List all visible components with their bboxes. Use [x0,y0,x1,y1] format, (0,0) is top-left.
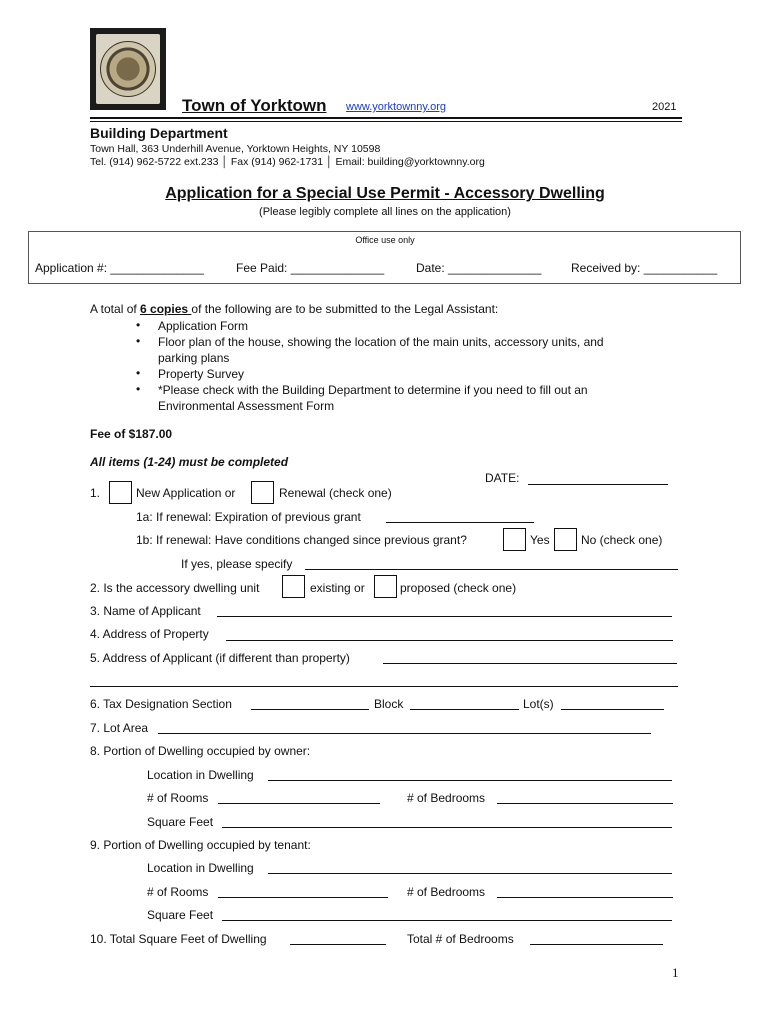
header-rule-thick [90,117,682,119]
town-seal-logo [90,28,166,110]
office-use-label: Office use only [355,235,415,245]
fee-amount: Fee of $187.00 [90,427,173,441]
block-label: Block [374,697,404,711]
item-4-label: 4. Address of Property [90,627,209,641]
header-rule-thin [90,121,682,122]
owner-location-label: Location in Dwelling [147,768,254,782]
lot-area-line[interactable] [158,733,651,734]
list-item-continued: parking plans [158,351,230,365]
existing-checkbox[interactable] [282,575,305,598]
item-7-label: 7. Lot Area [90,721,149,735]
applicant-address-line[interactable] [383,663,677,664]
tenant-location-label: Location in Dwelling [147,861,254,875]
new-application-checkbox[interactable] [109,481,132,504]
owner-rooms-line[interactable] [218,803,380,804]
item-5-label: 5. Address of Applicant (if different than property) [90,651,350,665]
item-1a-label: 1a: If renewal: Expiration of previous grant [136,510,361,524]
item-9-label: 9. Portion of Dwelling occupied by tenant: [90,838,311,852]
applicant-name-line[interactable] [217,616,672,617]
form-year: 2021 [652,101,677,113]
owner-rooms-label: # of Rooms [147,791,209,805]
item-6-label: 6. Tax Designation Section [90,697,232,711]
if-yes-label: If yes, please specify [181,557,293,571]
seal-emblem-icon [100,41,156,97]
intro-prefix: A total of [90,302,141,316]
tenant-sqft-line[interactable] [222,920,672,921]
date-input-line[interactable] [528,484,668,485]
received-by-field: Received by: ___________ [571,261,718,275]
renewal-checkbox[interactable] [251,481,274,504]
bullet-dot: • [136,382,141,396]
owner-location-line[interactable] [268,780,672,781]
tenant-bedrooms-label: # of Bedrooms [407,885,486,899]
new-application-label: New Application or [136,486,236,500]
item-3-label: 3. Name of Applicant [90,604,201,618]
yes-label: Yes [530,533,550,547]
bullet-dot: • [136,366,141,380]
tenant-bedrooms-line[interactable] [497,897,673,898]
tenant-sqft-label: Square Feet [147,908,214,922]
conditions-yes-checkbox[interactable] [503,528,526,551]
list-item: Property Survey [158,367,245,381]
application-number-field: Application #: ______________ [35,261,204,275]
page-subtitle: (Please legibly complete all lines on the application) [259,206,511,218]
bullet-dot: • [136,334,141,348]
renewal-label: Renewal (check one) [279,486,392,500]
tenant-rooms-label: # of Rooms [147,885,209,899]
proposed-label: proposed (check one) [400,581,517,595]
all-items-note: All items (1-24) must be completed [90,455,289,469]
tenant-location-line[interactable] [268,873,672,874]
page-number: 1 [672,965,679,980]
intro-suffix: of the following are to be submitted to the Legal Assistant: [191,302,499,316]
intro-text [90,302,498,316]
tenant-rooms-line[interactable] [218,897,388,898]
bullet-dot: • [136,318,141,332]
if-yes-input-line[interactable] [305,569,678,570]
town-title: Town of Yorktown [182,96,327,115]
expiration-input-line[interactable] [386,522,534,523]
total-bedrooms-label: Total # of Bedrooms [407,932,514,946]
department-contact: Tel. (914) 962-5722 ext.233 │ Fax (914) 962-1731 │ Email: building@yorktownny.org [90,156,485,168]
lots-label: Lot(s) [523,697,554,711]
proposed-checkbox[interactable] [374,575,397,598]
fee-paid-field: Fee Paid: ______________ [236,261,385,275]
list-item: Application Form [158,319,249,333]
department-name: Building Department [90,125,228,141]
town-website-link[interactable]: www.yorktownny.org [346,101,447,113]
item-8-label: 8. Portion of Dwelling occupied by owner: [90,744,311,758]
item-10-label: 10. Total Square Feet of Dwelling [90,932,267,946]
total-bedrooms-line[interactable] [530,944,663,945]
list-item: *Please check with the Building Department to determine if you need to fill out an [158,383,588,397]
office-date-field: Date: ______________ [416,261,542,275]
item-2-label: 2. Is the accessory dwelling unit [90,581,260,595]
no-label: No (check one) [581,533,663,547]
intro-copies: 6 copies [140,302,192,316]
list-item-continued: Environmental Assessment Form [158,399,335,413]
property-address-line[interactable] [226,640,673,641]
applicant-address-line-2[interactable] [90,686,678,687]
tax-section-line[interactable] [251,709,369,710]
conditions-no-checkbox[interactable] [554,528,577,551]
total-sqft-line[interactable] [290,944,386,945]
owner-sqft-label: Square Feet [147,815,214,829]
owner-sqft-line[interactable] [222,827,672,828]
owner-bedrooms-line[interactable] [497,803,673,804]
date-label: DATE: [485,471,520,485]
page-title: Application for a Special Use Permit - Accessory Dwelling [165,185,605,202]
block-input-line[interactable] [410,709,519,710]
existing-label: existing or [310,581,365,595]
owner-bedrooms-label: # of Bedrooms [407,791,486,805]
lots-input-line[interactable] [561,709,664,710]
department-address: Town Hall, 363 Underhill Avenue, Yorktown Heights, NY 10598 [90,143,381,155]
list-item: Floor plan of the house, showing the location of the main units, accessory units, and [158,335,604,349]
item-1b-label: 1b: If renewal: Have conditions changed since previous grant? [136,533,467,547]
item-1-number: 1. [90,486,101,500]
